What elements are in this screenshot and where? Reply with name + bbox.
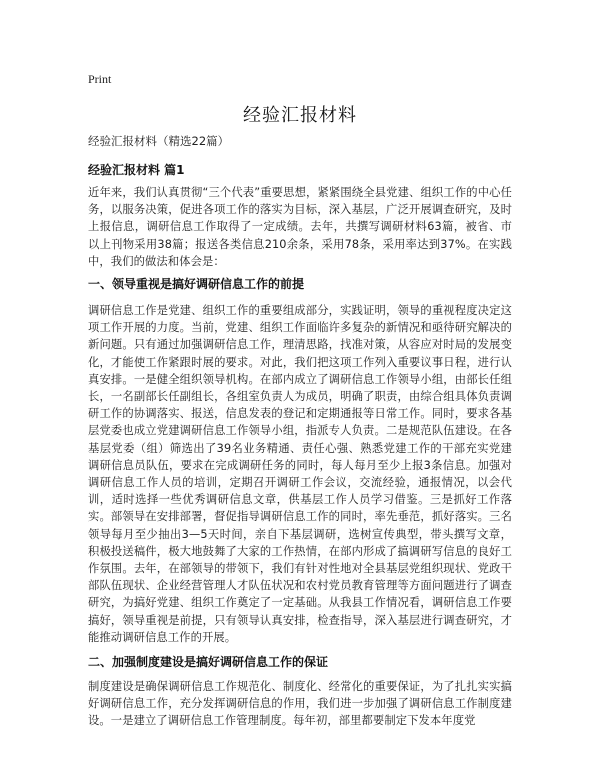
print-link[interactable]: Print: [88, 72, 112, 86]
section-2-heading: 二、加强制度建设是搞好调研信息工作的保证: [88, 655, 329, 669]
document-subtitle: 经验汇报材料（精选22篇）: [88, 134, 230, 148]
intro-paragraph: 近年来，我们认真贯彻“三个代表”重要思想，紧紧围绕全县党建、组织工作的中心任务，以服务决策，促进各项工作的落实为目标，深入基层，广泛开展调查研究，及时上报信息，调研信息工作取得了一定成绩。去年，共撰写调研材料63篇，被省、市以上刊物采用38篇；报送各类信息210余条，采用78条，采用率达到37%。在实践中，我们的做法和体会是：: [88, 186, 512, 268]
section-1-body: 调研信息工作是党建、组织工作的重要组成部分，实践证明，领导的重视程度决定这项工作开展的力度。当前，党建、组织工作面临许多复杂的新情况和亟待研究解决的新问题。只有通过加强调研信息工作，理清思路，找准对策，从容应对时局的发展变化，才能使工作紧跟时展的要求。对此，我们把这项工作列入重要议事日程，进行认真安排。一是健全组织领导机构。在部内成立了调研信息工作领导小组，由部长任组长，一名副部长任副组长，各组室负责人为成员，明确了职责，由综合组具体负责调研工作的协调落实、报送，信息发表的登记和定期通报等日常工作。同时，要求各基层党委也成立党建调研信息工作领导小组，指派专人负责。二是规范队伍建设。在各基层党委（组）筛选出了39名业务精通、责任心强、熟悉党建工作的干部充实党建调研信息员队伍，要求在完成调研任务的同时，每人每月至少上报3条信息。加强对调研信息工作人员的培训，定期召开调研工作会议，交流经验，通报情况，以会代训，适时选择一些优秀调研信息文章，供基层工作人员学习借鉴。三是抓好工作落实。部领导在安排部署，督促指导调研信息工作的同时，率先垂范，抓好落实。三名领导每月至少抽出3—5天时间，亲自下基层调研，选树宣传典型，带头撰写文章，积极投送稿件，极大地鼓舞了大家的工作热情，在部内形成了搞调研写信息的良好工作氛围。去年，在部领导的带领下，我们有针对性地对全县基层党组织现状、党政干部队伍现状、企业经营管理人才队伍状况和农村党员教育管理等方面问题进行了调查研究，为搞好党建、组织工作奠定了一定基础。从我县工作情况看，调研信息工作要搞好，领导重视是前提，只有领导认真安排，检查指导，深入基层进行调查研究，才能推动调研信息工作的开展。: [88, 304, 512, 644]
section-2-body: 制度建设是确保调研信息工作规范化、制度化、经常化的重要保证，为了扎扎实实搞好调研信息工作，充分发挥调研信息的作用，我们进一步加强了调研信息工作制度建设。一是建立了调研信息工作管理制度。每年初，部里都要制定下发本年度党: [88, 680, 512, 728]
section-1-heading: 一、领导重视是搞好调研信息工作的前提: [88, 277, 305, 291]
article-heading: 经验汇报材料 篇1: [88, 163, 185, 177]
document-title: 经验汇报材料: [243, 105, 357, 126]
